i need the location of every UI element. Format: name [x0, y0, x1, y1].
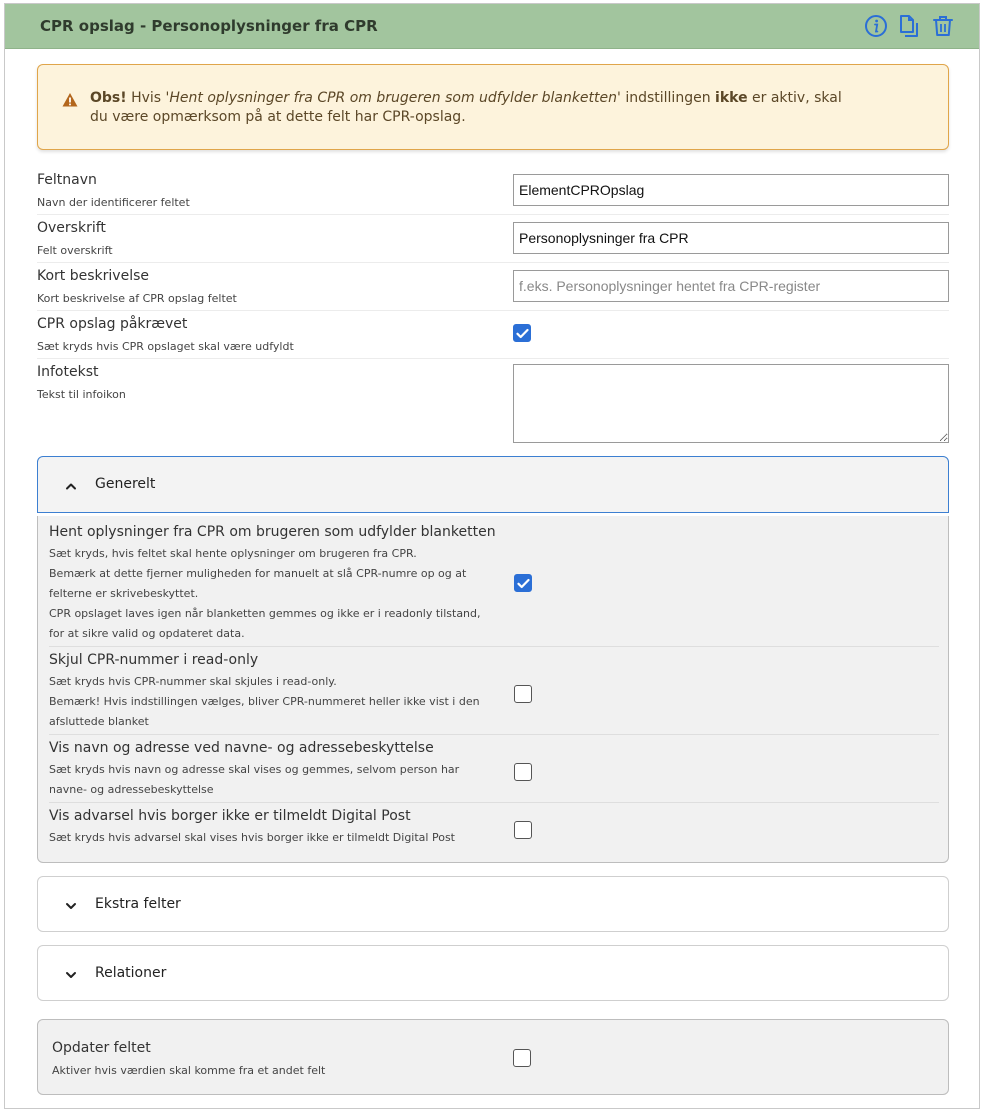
- field-row-cpr-paakraevet: [37, 316, 949, 359]
- warning-setting-name: 'Hent oplysninger fra CPR om brugeren som udfylder blanketten': [165, 90, 621, 106]
- infotekst-label: Infotekst: [37, 364, 99, 380]
- field-config-panel: [4, 3, 980, 1109]
- setting-title: Skjul CPR-nummer i read-only: [49, 652, 259, 668]
- chevron-down-icon: [64, 967, 78, 981]
- setting-help: [49, 672, 499, 732]
- info-icon[interactable]: [864, 14, 888, 38]
- overskrift-help: Felt overskrift: [37, 244, 113, 257]
- trash-icon[interactable]: [931, 14, 955, 38]
- hent-oplysninger-checkbox[interactable]: [514, 574, 532, 592]
- warning-icon: [62, 92, 78, 108]
- vis-advarsel-checkbox[interactable]: [514, 821, 532, 839]
- warning-alert: [37, 64, 949, 150]
- accordion-relationer-title: Relationer: [95, 965, 167, 981]
- cpr-paakraevet-checkbox[interactable]: [513, 324, 531, 342]
- setting-help-line: CPR opslaget laves igen når blanketten gemmes og ikke er i readonly tilstand, for at sikre valid og opdateret data.: [49, 607, 481, 640]
- infotekst-help: Tekst til infoikon: [37, 388, 126, 401]
- update-help: Aktiver hvis værdien skal komme fra et andet felt: [52, 1064, 326, 1077]
- chevron-down-icon: [64, 898, 78, 912]
- setting-help-line: Sæt kryds hvis CPR-nummer skal skjules i read-only.: [49, 675, 337, 688]
- setting-title: Vis navn og adresse ved navne- og adressebeskyttelse: [49, 740, 434, 756]
- infotekst-textarea[interactable]: [513, 364, 949, 443]
- setting-help: [49, 828, 499, 848]
- setting-help-line: Bemærk! Hvis indstillingen vælges, bliver CPR-nummeret heller ikke vist i den afsluttede blanket: [49, 695, 480, 728]
- kort-beskrivelse-label: Kort beskrivelse: [37, 268, 149, 284]
- field-row-feltnavn: [37, 172, 949, 215]
- kort-beskrivelse-input[interactable]: [513, 270, 949, 302]
- warning-text-3: er aktiv, skal du være opmærksom på at dette felt har CPR-opslag.: [90, 90, 842, 125]
- setting-help-line: Sæt kryds hvis navn og adresse skal vises og gemmes, selvom person har navne- og adressebeskyttelse: [49, 763, 460, 796]
- panel-title: CPR opslag - Personoplysninger fra CPR: [40, 17, 378, 35]
- cpr-paakraevet-help: Sæt kryds hvis CPR opslaget skal være udfyldt: [37, 340, 294, 353]
- cpr-paakraevet-label: CPR opslag påkrævet: [37, 316, 188, 332]
- accordion-generelt-title: Generelt: [95, 476, 156, 492]
- update-checkbox[interactable]: [513, 1049, 531, 1067]
- warning-emphasis: ikke: [715, 90, 748, 106]
- warning-prefix: Obs!: [90, 90, 127, 106]
- field-row-overskrift: [37, 220, 949, 263]
- feltnavn-label: Feltnavn: [37, 172, 97, 188]
- accordion-relationer-header[interactable]: [37, 945, 949, 1001]
- update-label: Opdater feltet: [52, 1040, 151, 1056]
- setting-help-line: Sæt kryds, hvis feltet skal hente oplysninger om brugeren fra CPR.: [49, 547, 417, 560]
- warning-text-2: indstillingen: [625, 90, 711, 106]
- accordion-generelt-body: [37, 516, 949, 863]
- panel-header: [5, 4, 979, 49]
- copy-icon[interactable]: [897, 14, 921, 38]
- accordion-ekstra-felter-header[interactable]: [37, 876, 949, 932]
- vis-navn-adresse-checkbox[interactable]: [514, 763, 532, 781]
- feltnavn-help: Navn der identificerer feltet: [37, 196, 190, 209]
- accordion-generelt-header[interactable]: [37, 456, 949, 513]
- field-row-infotekst: [37, 364, 949, 446]
- chevron-up-icon: [64, 478, 78, 492]
- kort-beskrivelse-help: Kort beskrivelse af CPR opslag feltet: [37, 292, 237, 305]
- warning-text-1: Hvis: [131, 90, 162, 106]
- overskrift-input[interactable]: [513, 222, 949, 254]
- setting-row-hent-oplysninger: [49, 524, 939, 647]
- setting-row-vis-advarsel: [49, 808, 939, 852]
- warning-text: [90, 89, 850, 127]
- update-field-box: [37, 1019, 949, 1095]
- overskrift-label: Overskrift: [37, 220, 106, 236]
- setting-help: [49, 544, 499, 644]
- setting-row-vis-navn-adresse: [49, 740, 939, 803]
- feltnavn-input[interactable]: [513, 174, 949, 206]
- skjul-cpr-checkbox[interactable]: [514, 685, 532, 703]
- setting-title: Vis advarsel hvis borger ikke er tilmeldt Digital Post: [49, 808, 411, 824]
- setting-help: [49, 760, 499, 800]
- accordion-ekstra-felter-title: Ekstra felter: [95, 896, 181, 912]
- field-row-kort-beskrivelse: [37, 268, 949, 311]
- setting-title: Hent oplysninger fra CPR om brugeren som udfylder blanketten: [49, 524, 496, 540]
- setting-help-line: Bemærk at dette fjerner muligheden for manuelt at slå CPR-numre op og at felterne er skrivebeskyttet.: [49, 567, 467, 600]
- setting-row-skjul-cpr: [49, 652, 939, 735]
- setting-help-line: Sæt kryds hvis advarsel skal vises hvis borger ikke er tilmeldt Digital Post: [49, 831, 455, 844]
